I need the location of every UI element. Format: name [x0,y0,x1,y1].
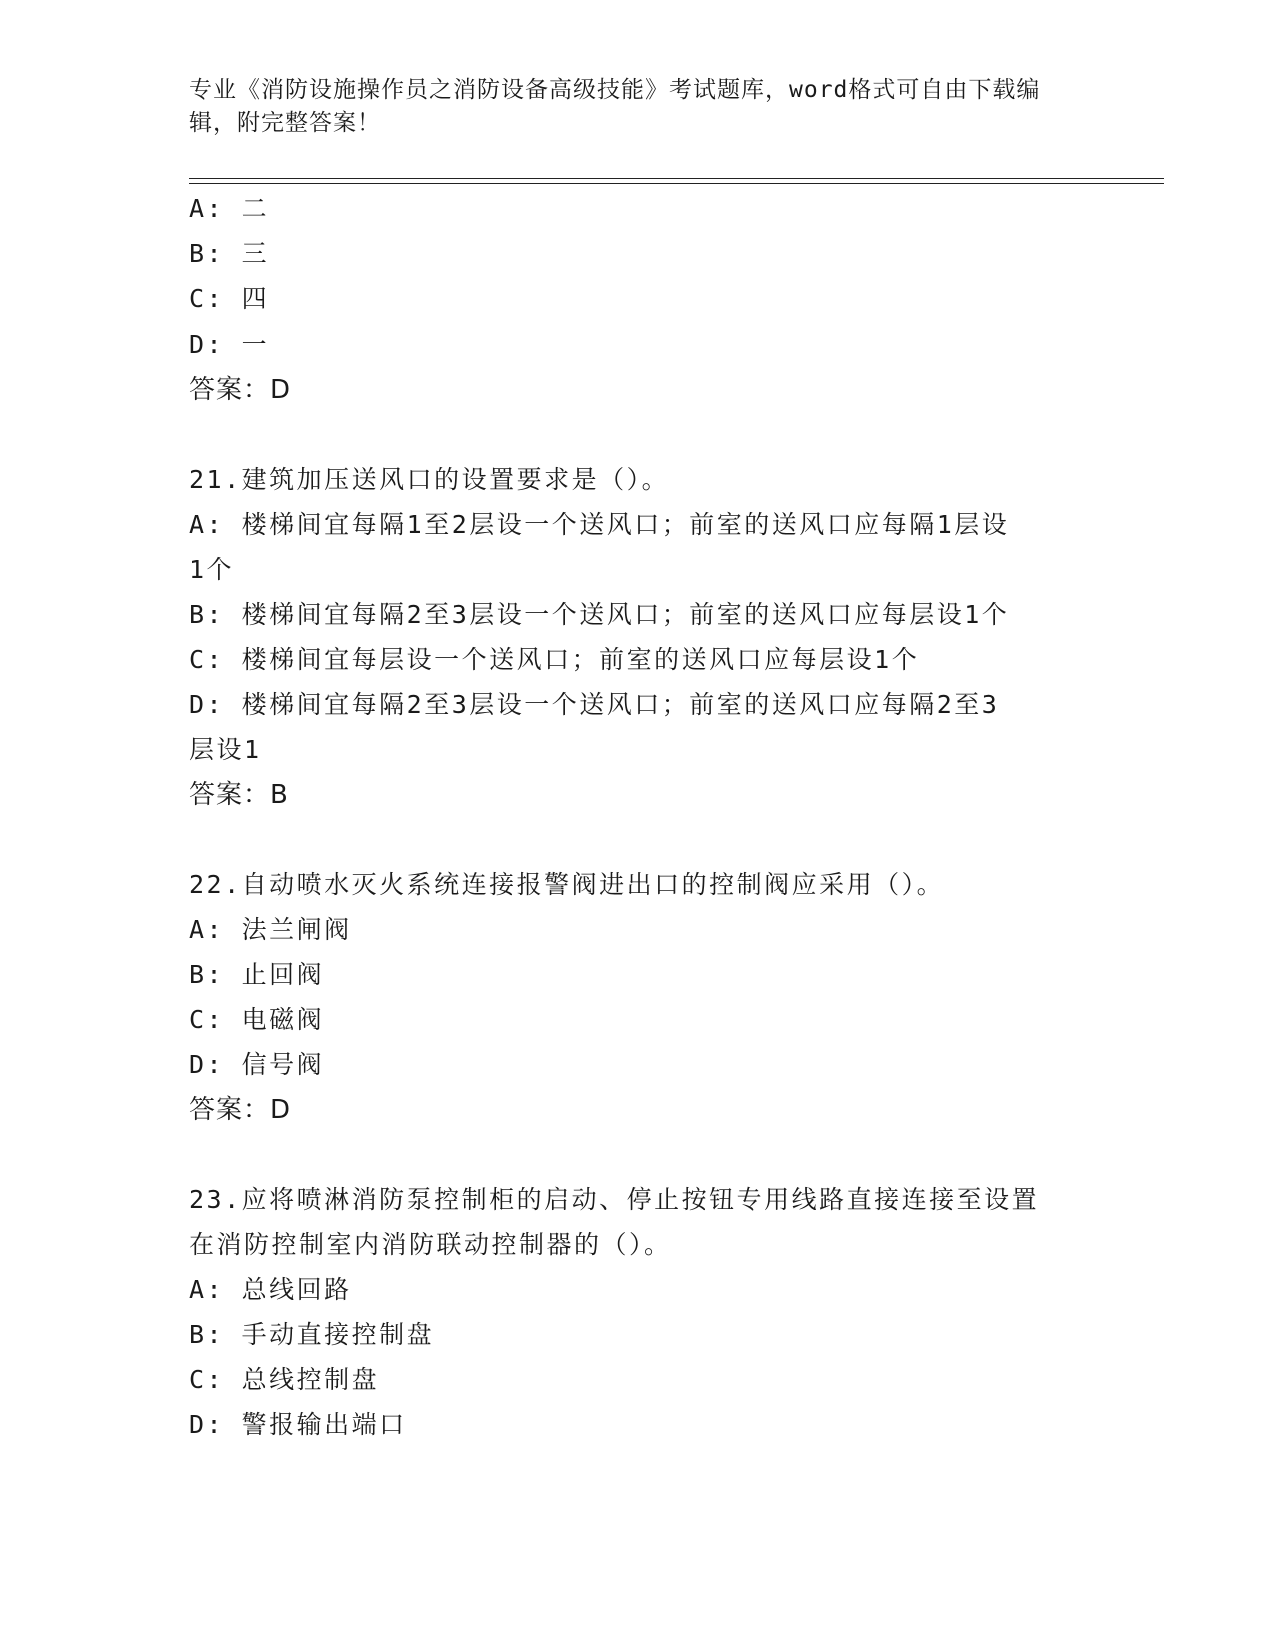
q22-question: 22.自动喷水灭火系统连接报警阀进出口的控制阀应采用（）。 [189,870,945,899]
header-divider-bottom [189,183,1164,184]
q21-option-a: A: 楼梯间宜每隔1至2层设一个送风口；前室的送风口应每隔1层设 [189,510,1010,539]
q22-option-b: B: 止回阀 [189,960,325,989]
q20-answer: 答案：D [189,375,292,405]
q20-option-c: C: 四 [189,284,270,313]
q20-option-d: D: 一 [189,330,270,359]
q21-option-b: B: 楼梯间宜每隔2至3层设一个送风口；前室的送风口应每层设1个 [189,600,1010,629]
header-divider-top [189,178,1164,179]
q21-option-c: C: 楼梯间宜每层设一个送风口；前室的送风口应每层设1个 [189,645,920,674]
q23-question: 23.应将喷淋消防泵控制柜的启动、停止按钮专用线路直接连接至设置 [189,1185,1040,1214]
q22-option-d: D: 信号阀 [189,1050,325,1079]
q23-option-b: B: 手动直接控制盘 [189,1320,435,1349]
document-header [189,74,1089,140]
header-line-2: 辑，附完整答案！ [189,110,381,136]
q23-option-a: A: 总线回路 [189,1275,352,1304]
q20-option-b: B: 三 [189,239,270,268]
header-line-1: 专业《消防设施操作员之消防设备高级技能》考试题库，word格式可自由下载编 [189,77,1041,103]
q22-answer: 答案：D [189,1095,292,1125]
q20-option-a: A: 二 [189,194,270,223]
q22-option-a: A: 法兰闸阀 [189,915,352,944]
q21-answer: 答案：B [189,780,289,810]
q22-option-c: C: 电磁阀 [189,1005,325,1034]
q21-question: 21.建筑加压送风口的设置要求是（）。 [189,465,670,494]
q21-option-a-cont: 1个 [189,555,235,584]
q21-option-d: D: 楼梯间宜每隔2至3层设一个送风口；前室的送风口应每隔2至3 [189,690,1000,719]
q23-question-cont: 在消防控制室内消防联动控制器的（）。 [189,1230,672,1259]
q23-option-d: D: 警报输出端口 [189,1410,407,1439]
q23-option-c: C: 总线控制盘 [189,1365,380,1394]
q21-option-d-cont: 层设1 [189,735,262,764]
